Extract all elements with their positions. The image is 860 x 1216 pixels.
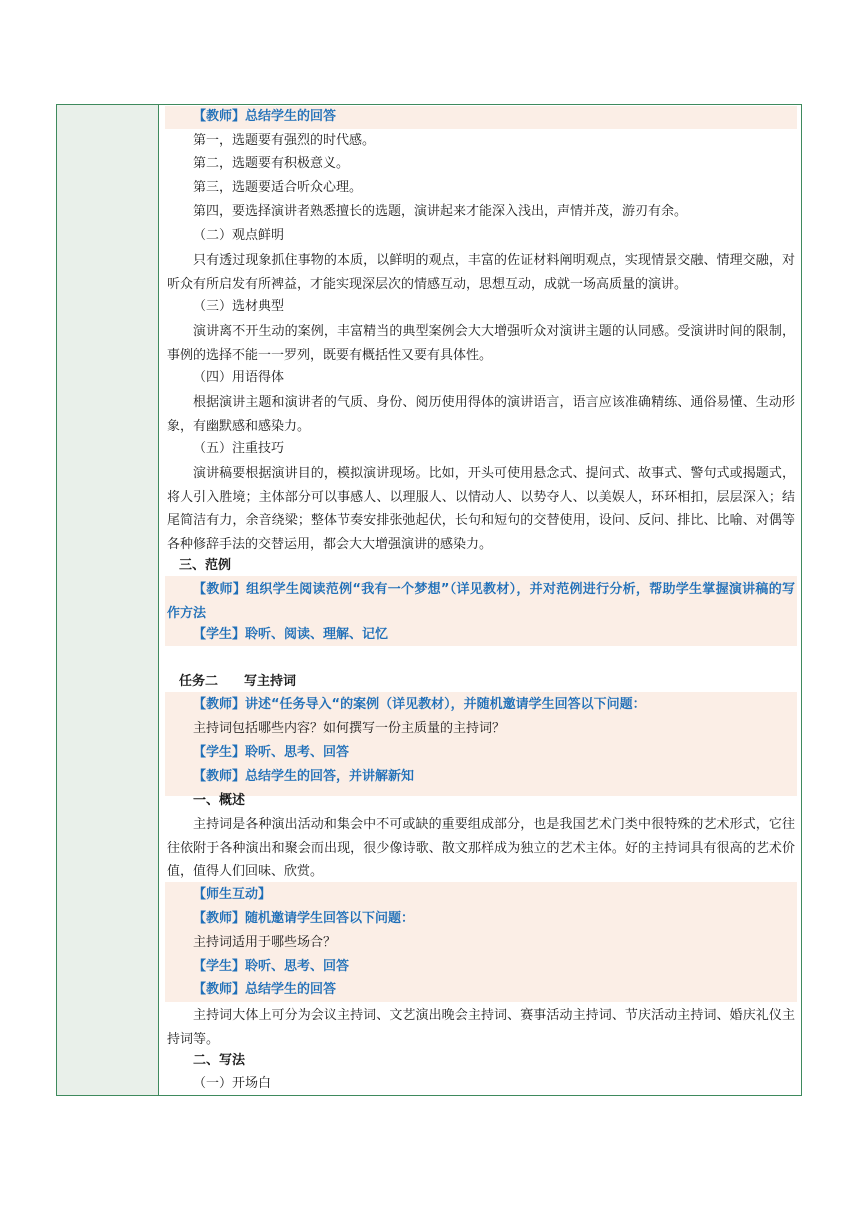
teacher-note: 【教师】总结学生的回答 xyxy=(193,982,337,997)
paragraph: 第二，选题要有积极意义。 xyxy=(193,156,350,171)
task-heading: 任务二 写主持词 xyxy=(179,674,297,689)
section-heading: 一、概述 xyxy=(193,793,246,808)
paragraph: 只有透过现象抓住事物的本质，以鲜明的观点，丰富的佐证材料阐明观点，实现情景交融、情理交融，对听众有所启发有所裨益，才能实现深层次的情感互动，思想互动，成就一场高质量的演讲。 xyxy=(167,253,795,292)
paragraph: 第四，要选择演讲者熟悉擅长的选题，演讲起来才能深入浅出，声情并茂，游刃有余。 xyxy=(193,204,688,219)
paragraph: 根据演讲主题和演讲者的气质、身份、阅历使用得体的演讲语言，语言应该准确精练、通俗易懂、生动形象，有幽默感和感染力。 xyxy=(167,395,795,434)
section-heading: 二、写法 xyxy=(193,1053,246,1068)
subheading: （一）开场白 xyxy=(193,1076,272,1091)
paragraph: 演讲离不开生动的案例，丰富精当的典型案例会大大增强听众对演讲主题的认同感。受演讲时间的限制，事例的选择不能一一罗列，既要有概括性又要有具体性。 xyxy=(167,324,795,363)
paragraph: 第三，选题要适合听众心理。 xyxy=(193,180,363,195)
subheading: （四）用语得体 xyxy=(193,370,285,385)
left-column xyxy=(57,105,159,1095)
paragraph: 演讲稿要根据演讲目的，模拟演讲现场。比如，开头可使用悬念式、提问式、故事式、警句式或揭题式，将人引入胜境；主体部分可以事感人、以理服人、以情动人、以势夺人、以美娱人，环环相扣，层层深入；结尾简洁有力，余音绕梁；整体节奏安排张弛起伏，长句和短句的交替使用，设问、反问、排比、比喻、对偶等各种修辞手法的交替运用，都会大大增强演讲的感染力。 xyxy=(167,466,795,552)
teacher-note: 【教师】随机邀请学生回答以下问题： xyxy=(193,911,415,926)
teacher-note: 【教师】组织学生阅读范例“我有一个梦想”（详见教材），并对范例进行分析，帮助学生掌握演讲稿的写作方法 xyxy=(167,582,795,621)
section-heading: 三、范例 xyxy=(179,558,232,573)
teacher-note: 【教师】总结学生的回答 xyxy=(193,109,337,124)
paragraph: 主持词是各种演出活动和集会中不可或缺的重要组成部分，也是我国艺术门类中很特殊的艺术形式，它往往依附于各种演出和聚会而出现，很少像诗歌、散文那样成为独立的艺术主体。好的主持词具有很高的艺术价值，值得人们回味、欣赏。 xyxy=(167,817,795,879)
paragraph: 主持词大体上可分为会议主持词、文艺演出晚会主持词、赛事活动主持词、节庆活动主持词、婚庆礼仪主持词等。 xyxy=(167,1008,795,1047)
student-note: 【学生】聆听、阅读、理解、记忆 xyxy=(193,627,389,642)
student-note: 【学生】聆听、思考、回答 xyxy=(193,959,350,974)
lesson-table xyxy=(56,104,802,1096)
question: 主持词适用于哪些场合？ xyxy=(193,935,337,950)
subheading: （三）选材典型 xyxy=(193,299,285,314)
teacher-note: 【教师】讲述“任务导入“的案例（详见教材），并随机邀请学生回答以下问题： xyxy=(193,697,646,712)
student-note: 【学生】聆听、思考、回答 xyxy=(193,745,350,760)
subheading: （二）观点鲜明 xyxy=(193,228,285,243)
subheading: （五）注重技巧 xyxy=(193,441,285,456)
paragraph: 第一，选题要有强烈的时代感。 xyxy=(193,133,376,148)
teacher-note: 【教师】总结学生的回答，并讲解新知 xyxy=(193,769,415,784)
teacher-note: 【师生互动】 xyxy=(193,887,272,902)
question: 主持词包括哪些内容？如何撰写一份主质量的主持词？ xyxy=(193,721,506,736)
